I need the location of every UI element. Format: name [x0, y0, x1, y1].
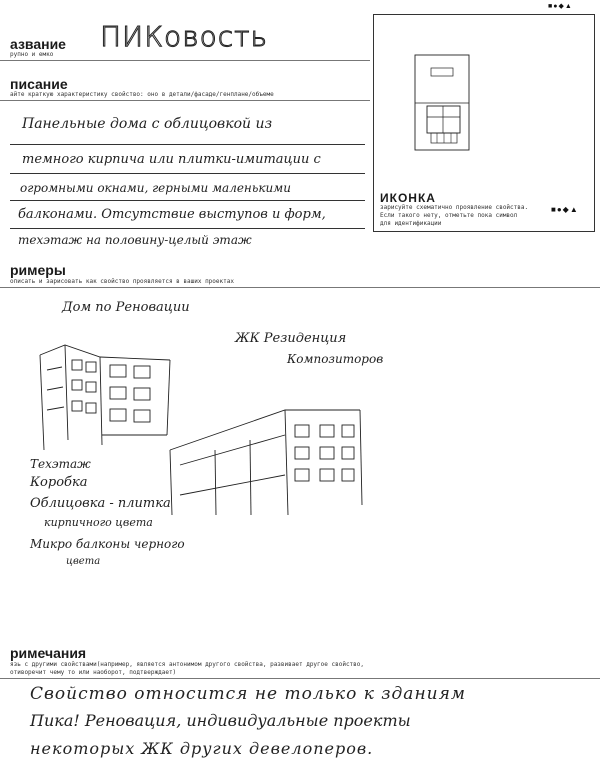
- description-underline-4: [10, 228, 365, 229]
- name-value: ПИКовость: [100, 20, 268, 53]
- name-subtitle: рупно и емко: [10, 51, 54, 58]
- example-note-4: кирпичного цвета: [44, 516, 153, 529]
- description-line-2: темного кирпича или плитки-имитации с: [22, 152, 321, 167]
- example-note-6: цвета: [66, 556, 101, 567]
- example-label-renovation: Дом по Реновации: [62, 300, 190, 315]
- description-line-5: техэтаж на половину-целый этаж: [18, 233, 252, 247]
- name-rule: [0, 60, 370, 61]
- remarks-line-2: Пика! Реновация, индивидуальные проекты: [30, 711, 411, 730]
- example-label-residence-1: ЖК Резиденция: [235, 331, 347, 346]
- remarks-line-1: Свойство относится не только к зданиям: [30, 684, 466, 704]
- example-note-5: Микро балконы черного: [30, 537, 185, 551]
- icon-shapes: ■●◆▲: [551, 205, 579, 214]
- example-label-residence-2: Композиторов: [287, 352, 384, 366]
- description-subtitle: айте краткую характеристику свойство: оно в детали/фасаде/генплане/объеме: [10, 91, 274, 98]
- remarks-line-3: некоторых ЖК других девелоперов.: [30, 739, 374, 758]
- icon-title: ИКОНКА: [380, 191, 436, 205]
- description-title: писание: [10, 76, 68, 92]
- examples-rule: [0, 287, 600, 288]
- corner-shapes: ■●◆▲: [548, 3, 573, 10]
- remarks-rule: [0, 678, 600, 679]
- examples-subtitle: описать и зарисовать как свойство проявляется в ваших проектах: [10, 278, 234, 285]
- example-note-2: Коробка: [30, 475, 88, 490]
- description-rule: [0, 100, 370, 101]
- example-note-3: Облицовка - плитка: [30, 496, 171, 511]
- residence-building-sketch: [170, 410, 362, 515]
- example-sketches: [30, 335, 450, 515]
- description-underline-1: [10, 144, 365, 145]
- description-line-4: балконами. Отсутствие выступов и форм,: [18, 207, 326, 222]
- remarks-title: римечания: [10, 645, 87, 661]
- description-line-1: Панельные дома с облицовкой из: [22, 116, 273, 132]
- example-note-1: Техэтаж: [30, 457, 91, 471]
- description-line-3: огромными окнами, герными маленькими: [20, 181, 291, 195]
- icon-subtitle-1: зарисуйте схематично проявление свойства.: [380, 204, 529, 211]
- examples-title: римеры: [10, 262, 66, 278]
- icon-subtitle-3: для идентификации: [380, 220, 442, 227]
- description-underline-2: [10, 173, 365, 174]
- remarks-subtitle-1: язь с другими свойствами(например, является антонимом другого свойства, развивает другое свойство,: [10, 661, 365, 668]
- renovation-building-sketch: [40, 345, 170, 450]
- remarks-subtitle-2: отиворечит чему то или наоборот, подтверждает): [10, 669, 177, 676]
- description-underline-3: [10, 200, 365, 201]
- name-title: азвание: [10, 36, 66, 52]
- icon-subtitle-2: Если такого нету, отметьте пока символ: [380, 212, 518, 219]
